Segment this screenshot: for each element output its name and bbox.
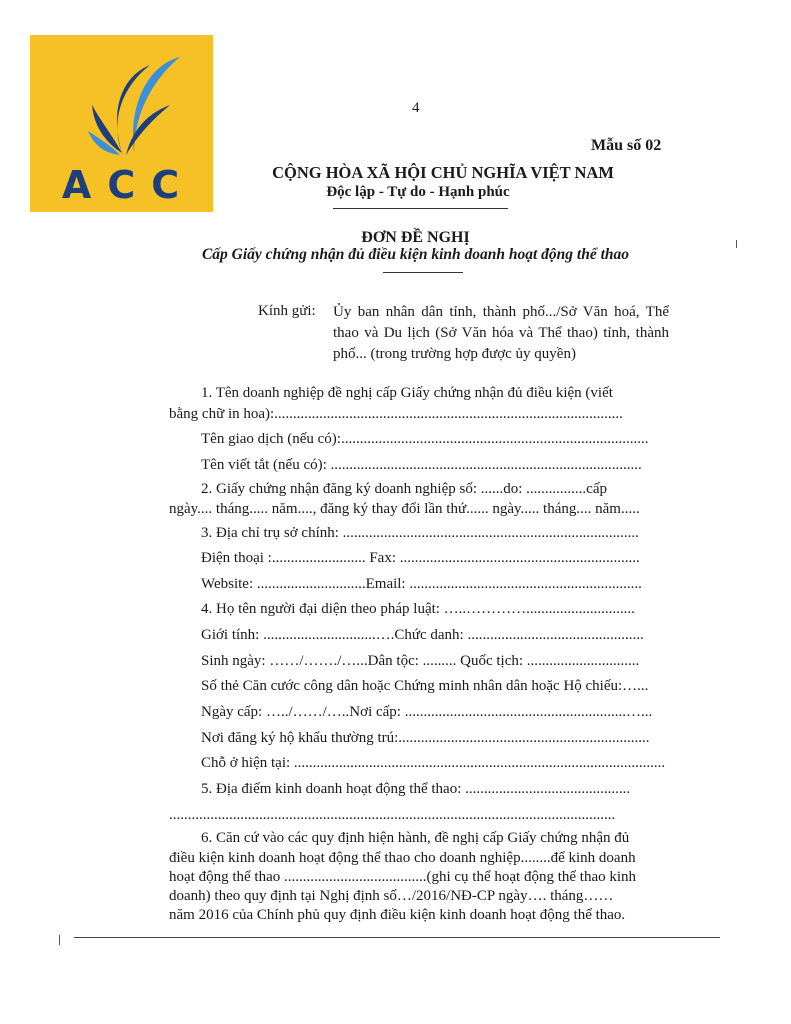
addressee-text: Ủy ban nhân dân tỉnh, thành phố.../Sở Văn hoá, Thể thao và Du lịch (Sở Văn hóa và Thể thao) tỉnh, thành phố... (trong trường hợp được ủy quyền) (333, 304, 669, 362)
section6-line5: năm 2016 của Chính phủ quy định điều kiện kinh doanh hoạt động thể thao. (169, 907, 626, 923)
bottom-scan-line (74, 937, 720, 938)
right-scan-mark (736, 240, 737, 248)
current-residence-field: Chỗ ở hiện tại: ................................................................................................... (201, 755, 666, 771)
section1-line1: 1. Tên doanh nghiệp đề nghị cấp Giấy chứng nhận đủ điều kiện (viết (201, 385, 613, 401)
national-title: CỘNG HÒA XÃ HỘI CHỦ NGHĨA VIỆT NAM (272, 163, 614, 182)
section6-line1: 6. Căn cứ vào các quy định hiện hành, đề nghị cấp Giấy chứng nhận đủ (201, 830, 630, 846)
form-code: Mẫu số 02 (591, 137, 662, 154)
section2-line2: ngày.... tháng..... năm...., đăng ký thay đổi lần thứ...... ngày..... tháng.... năm..... (169, 501, 640, 517)
left-scan-mark (59, 935, 60, 945)
website-email-field: Website: .............................Email: .............................................................. (201, 576, 642, 592)
registered-residence-field: Nơi đăng ký hộ khẩu thường trú:................................................................... (201, 730, 650, 746)
document-subtitle: Cấp Giấy chứng nhận đủ điều kiện kinh doanh hoạt động thể thao (201, 246, 630, 263)
section6-line2: điều kiện kinh doanh hoạt động thể thao cho doanh nghiệp........để kinh doanh (169, 850, 636, 866)
page-number: 4 (412, 100, 420, 116)
addressee-label: Kính gửi: (258, 303, 316, 319)
motto: Độc lập - Tự do - Hạnh phúc (326, 184, 510, 200)
phone-fax-field: Điện thoại :......................... Fax: ................................................................ (201, 550, 640, 566)
document-title: ĐƠN ĐỀ NGHỊ (361, 229, 470, 246)
id-card-field: Số thẻ Căn cước công dân hoặc Chứng minh nhân dân hoặc Hộ chiếu:…... (201, 678, 649, 694)
trade-name-field: Tên giao dịch (nếu có):.................................................................................. (201, 431, 649, 447)
section6-line4: doanh) theo quy định tại Nghị định số…/2016/NĐ-CP ngày…. tháng…… (169, 888, 614, 904)
gender-title-field: Giới tính: ..............................….Chức danh: ............................................... (201, 627, 644, 643)
section6-line3: hoạt động thể thao ......................................(ghi cụ thể hoạt động thể thao kinh (169, 869, 637, 885)
birth-ethnic-nationality-field: Sinh ngày: ……/……./…...Dân tộc: ......... Quốc tịch: .............................. (201, 653, 640, 669)
section1-line2: bằng chữ in hoa):............................................................................................. (169, 406, 623, 422)
logo-text: ACC (61, 163, 196, 207)
flame-leaf-icon (30, 35, 213, 165)
section2-line1: 2. Giấy chứng nhận đăng ký doanh nghiệp số: ......do: ................cấp (201, 481, 607, 497)
section5-dots: ....................................................................................................................... (169, 807, 616, 823)
section3-address: 3. Địa chỉ trụ sở chính: ............................................................................... (201, 525, 639, 541)
issue-date-place-field: Ngày cấp: …../……/…..Nơi cấp: ...........................................................…... (201, 704, 653, 720)
header-divider (333, 208, 508, 209)
section4-representative: 4. Họ tên người đại diện theo pháp luật: …..…………............................. (201, 601, 635, 617)
title-divider (383, 272, 463, 273)
short-name-field: Tên viết tắt (nếu có): ................................................................................... (201, 457, 642, 473)
section5-location: 5. Địa điểm kinh doanh hoạt động thể thao: ............................................ (201, 781, 631, 797)
